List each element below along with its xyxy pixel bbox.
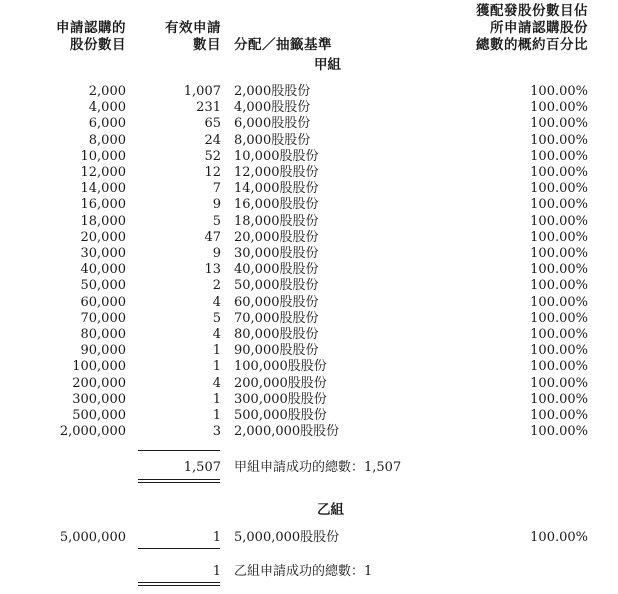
allocation-basis-cell: 200,000股股份 [234, 375, 327, 391]
group-b-total-double-rule-1 [138, 582, 220, 583]
shares-applied-cell: 4,000 [88, 100, 126, 116]
table-row [0, 84, 618, 100]
valid-applications-cell: 52 [204, 148, 221, 164]
percentage-cell: 100.00% [530, 100, 588, 116]
valid-applications-cell: 5 [212, 310, 221, 326]
allocation-basis-cell: 16,000股股份 [234, 197, 319, 213]
shares-applied-cell: 16,000 [80, 197, 126, 213]
percentage-cell: 100.00% [530, 408, 588, 423]
valid-applications-cell: 24 [204, 132, 221, 148]
shares-applied-cell: 300,000 [72, 391, 126, 407]
shares-applied-cell: 80,000 [80, 327, 126, 342]
percentage-cell: 100.00% [530, 213, 588, 229]
allocation-basis-cell: 2,000股股份 [234, 84, 311, 99]
percentage-cell: 100.00% [530, 359, 588, 375]
shares-applied-cell: 90,000 [80, 343, 126, 359]
table-row [0, 392, 618, 408]
valid-applications-cell: 7 [212, 181, 221, 197]
percentage-cell: 100.00% [530, 229, 588, 245]
table-row [0, 408, 618, 424]
percentage-cell: 100.00% [530, 181, 588, 197]
valid-applications-cell: 1 [212, 408, 221, 423]
allocation-basis-cell: 6,000股股份 [234, 116, 311, 132]
allocation-basis-cell: 30,000股股份 [234, 246, 319, 261]
allocation-basis-cell: 4,000股股份 [234, 100, 311, 116]
percentage-cell: 100.00% [530, 327, 588, 342]
allocation-basis-cell: 40,000股股份 [234, 262, 319, 278]
shares-applied-cell: 100,000 [72, 359, 126, 375]
percentage-cell: 100.00% [530, 530, 588, 545]
allocation-basis-cell: 90,000股股份 [234, 343, 319, 359]
shares-applied-cell: 2,000 [88, 84, 126, 99]
percentage-cell: 100.00% [530, 165, 588, 180]
percentage-cell: 100.00% [530, 197, 588, 213]
header-pct-line3: 總數的概約百分比 [476, 37, 588, 53]
shares-applied-cell: 60,000 [80, 294, 126, 310]
group-a-total-apps: 1,507 [183, 460, 221, 475]
valid-applications-cell: 1 [212, 391, 221, 407]
valid-applications-cell: 4 [212, 375, 221, 391]
table-row [0, 116, 618, 132]
percentage-cell: 100.00% [530, 424, 588, 440]
header-pct-line2: 所申請認購股份 [490, 20, 588, 36]
table-row [0, 197, 618, 213]
percentage-cell: 100.00% [530, 294, 588, 310]
shares-applied-cell: 10,000 [80, 148, 126, 164]
table-row [0, 424, 618, 440]
allocation-basis-cell: 20,000股股份 [234, 229, 319, 245]
table-row [0, 214, 618, 230]
shares-applied-cell: 70,000 [80, 310, 126, 326]
shares-applied-cell: 18,000 [80, 213, 126, 229]
allocation-basis-cell: 14,000股股份 [234, 181, 319, 197]
group-b-subtotal-rule [138, 548, 220, 549]
shares-applied-cell: 50,000 [80, 278, 126, 294]
valid-applications-cell: 1,007 [183, 84, 221, 99]
valid-applications-cell: 1 [212, 530, 221, 545]
table-row [0, 295, 618, 311]
table-row [0, 262, 618, 278]
header-pct-line1: 獲配發股份數目佔 [476, 3, 588, 19]
allocation-basis-cell: 100,000股股份 [234, 359, 327, 375]
valid-applications-cell: 2 [212, 278, 221, 294]
table-row [0, 343, 618, 359]
valid-applications-cell: 65 [204, 116, 221, 132]
percentage-cell: 100.00% [530, 278, 588, 294]
group-b-total-double-rule-2 [138, 585, 220, 586]
group-a-total-text: 甲組申請成功的總數：1,507 [234, 460, 402, 475]
valid-applications-cell: 3 [212, 424, 221, 440]
table-row [0, 100, 618, 116]
table-row [0, 149, 618, 165]
header-percentage [476, 3, 588, 54]
table-row [0, 278, 618, 294]
allocation-basis-cell: 60,000股股份 [234, 294, 319, 310]
allocation-basis-cell: 2,000,000股股份 [234, 424, 340, 440]
allocation-basis-cell: 18,000股股份 [234, 213, 319, 229]
header-apps-line1: 有效申請 [165, 20, 221, 36]
valid-applications-cell: 1 [212, 359, 221, 375]
table-row [0, 246, 618, 262]
allocation-basis-cell: 80,000股股份 [234, 327, 319, 342]
table-row [0, 359, 618, 375]
shares-applied-cell: 6,000 [88, 116, 126, 132]
allocation-basis-cell: 10,000股股份 [234, 148, 319, 164]
allocation-basis-cell: 8,000股股份 [234, 132, 311, 148]
percentage-cell: 100.00% [530, 310, 588, 326]
shares-applied-cell: 30,000 [80, 246, 126, 261]
table-row [0, 181, 618, 197]
group-a-total-double-rule-2 [138, 482, 220, 483]
header-valid-applications [165, 20, 221, 54]
table-row [0, 530, 618, 546]
percentage-cell: 100.00% [530, 132, 588, 148]
table-row [0, 230, 618, 246]
percentage-cell: 100.00% [530, 262, 588, 278]
shares-applied-cell: 14,000 [80, 181, 126, 197]
percentage-cell: 100.00% [530, 391, 588, 407]
header-shares-line1: 申請認購的 [56, 20, 126, 36]
header-basis-text: 分配／抽籤基準 [234, 37, 332, 53]
header-apps-line2: 數目 [193, 37, 221, 53]
percentage-cell: 100.00% [530, 343, 588, 359]
allocation-basis-cell: 70,000股股份 [234, 310, 319, 326]
valid-applications-cell: 47 [204, 229, 221, 245]
shares-applied-cell: 5,000,000 [59, 530, 126, 545]
table-row [0, 165, 618, 181]
header-shares-applied [56, 20, 126, 54]
valid-applications-cell: 231 [196, 100, 221, 116]
shares-applied-cell: 200,000 [72, 375, 126, 391]
shares-applied-cell: 20,000 [80, 229, 126, 245]
percentage-cell: 100.00% [530, 148, 588, 164]
allocation-basis-cell: 50,000股股份 [234, 278, 319, 294]
shares-applied-cell: 40,000 [80, 262, 126, 278]
valid-applications-cell: 9 [212, 197, 221, 213]
percentage-cell: 100.00% [530, 116, 588, 132]
table-row [0, 133, 618, 149]
percentage-cell: 100.00% [530, 246, 588, 261]
shares-applied-cell: 500,000 [72, 408, 126, 423]
valid-applications-cell: 1 [212, 343, 221, 359]
table-row [0, 327, 618, 343]
header-shares-line2: 股份數目 [70, 37, 126, 53]
table-row [0, 376, 618, 392]
valid-applications-cell: 13 [204, 262, 221, 278]
group-a-subtotal-rule [138, 450, 220, 451]
group-b-total-apps: 1 [212, 564, 221, 579]
percentage-cell: 100.00% [530, 375, 588, 391]
valid-applications-cell: 5 [212, 213, 221, 229]
group-b-total-text: 乙組申請成功的總數：1 [234, 564, 373, 579]
percentage-cell: 100.00% [530, 84, 588, 99]
allocation-basis-cell: 12,000股股份 [234, 165, 319, 180]
allocation-basis-cell: 5,000,000股股份 [234, 530, 340, 545]
shares-applied-cell: 2,000,000 [59, 424, 126, 440]
group-b-title: 乙組 [317, 502, 344, 518]
valid-applications-cell: 4 [212, 294, 221, 310]
group-a-total-double-rule-1 [138, 479, 220, 480]
allocation-basis-cell: 300,000股股份 [234, 391, 327, 407]
table-row [0, 311, 618, 327]
valid-applications-cell: 12 [204, 165, 221, 180]
valid-applications-cell: 4 [212, 327, 221, 342]
valid-applications-cell: 9 [212, 246, 221, 261]
shares-applied-cell: 12,000 [80, 165, 126, 180]
allocation-basis-cell: 500,000股股份 [234, 408, 327, 423]
shares-applied-cell: 8,000 [88, 132, 126, 148]
header-basis [234, 37, 332, 54]
group-a-title: 甲組 [314, 57, 341, 73]
